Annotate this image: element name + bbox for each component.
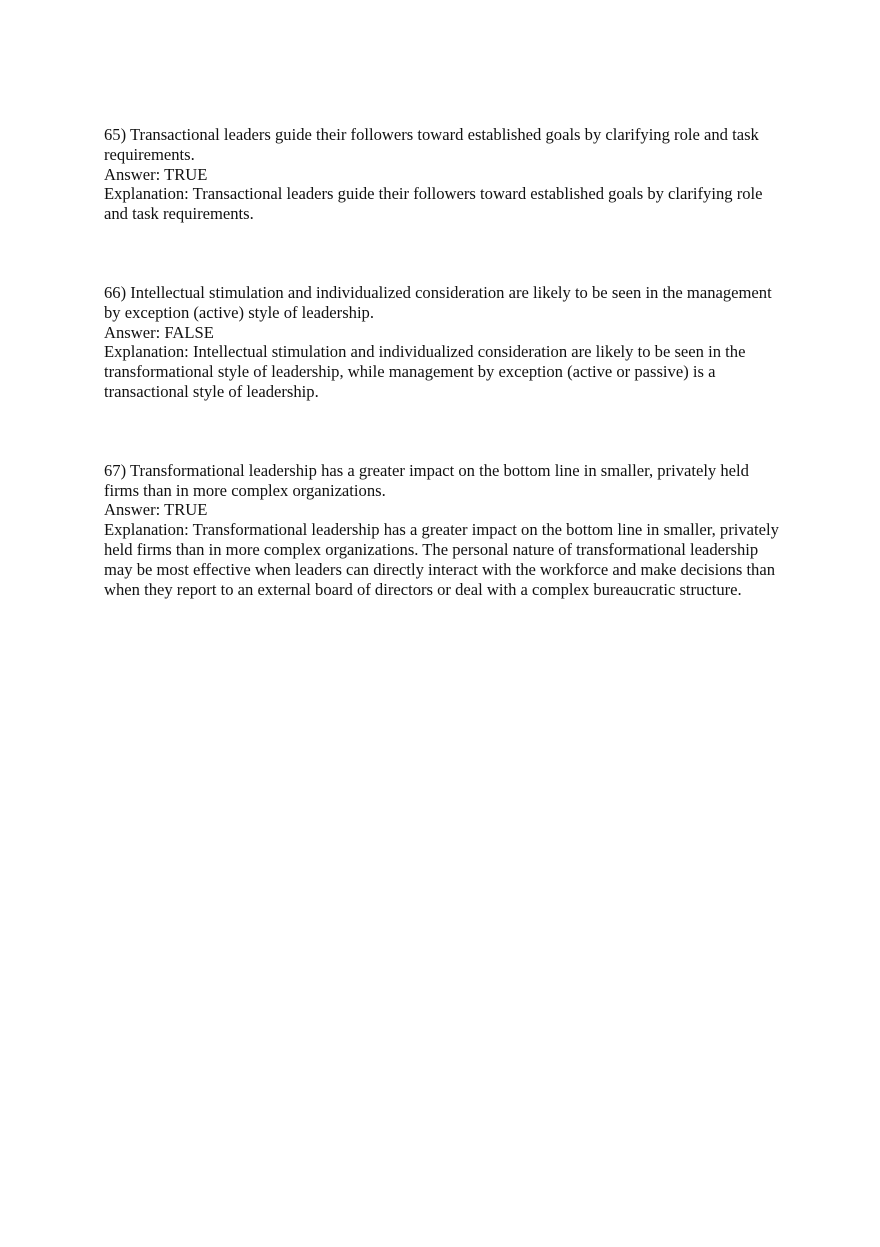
question-item xyxy=(104,125,784,224)
question-number: 67) xyxy=(104,460,127,480)
explanation-text: Explanation: Transactional leaders guide their followers toward established goals by clarifying role and task requirements. xyxy=(104,184,763,224)
answer-line: Answer: TRUE xyxy=(104,164,208,184)
answer-line: Answer: FALSE xyxy=(104,322,214,342)
question-stem: Transactional leaders guide their followers toward established goals by clarifying role and task requirements. xyxy=(104,125,759,164)
question-text xyxy=(104,125,784,165)
explanation-text: Explanation: Transformational leadership has a greater impact on the bottom line in smaller, privately held firms than in more complex organizations. The personal nature of transformational leadership may be most effective when leaders can directly interact with the workforce and make decisions than when they report to an external board of directors or deal with a complex bureaucratic structure. xyxy=(104,520,779,599)
question-stem: Transformational leadership has a greater impact on the bottom line in smaller, privately held firms than in more complex organizations. xyxy=(104,460,749,500)
question-stem: Intellectual stimulation and individualized consideration are likely to be seen in the management by exception (active) style of leadership. xyxy=(104,282,772,322)
question-text xyxy=(104,461,784,501)
question-text xyxy=(104,283,784,323)
question-item xyxy=(104,461,784,600)
question-number: 66) xyxy=(104,282,127,302)
explanation-text: Explanation: Intellectual stimulation and individualized consideration are likely to be seen in the transformational style of leadership, while management by exception (active or passive) is a transactional style of leadership. xyxy=(104,342,746,401)
question-list xyxy=(104,125,784,658)
question-number: 65) xyxy=(104,125,127,144)
answer-line: Answer: TRUE xyxy=(104,500,208,520)
question-item xyxy=(104,283,784,402)
